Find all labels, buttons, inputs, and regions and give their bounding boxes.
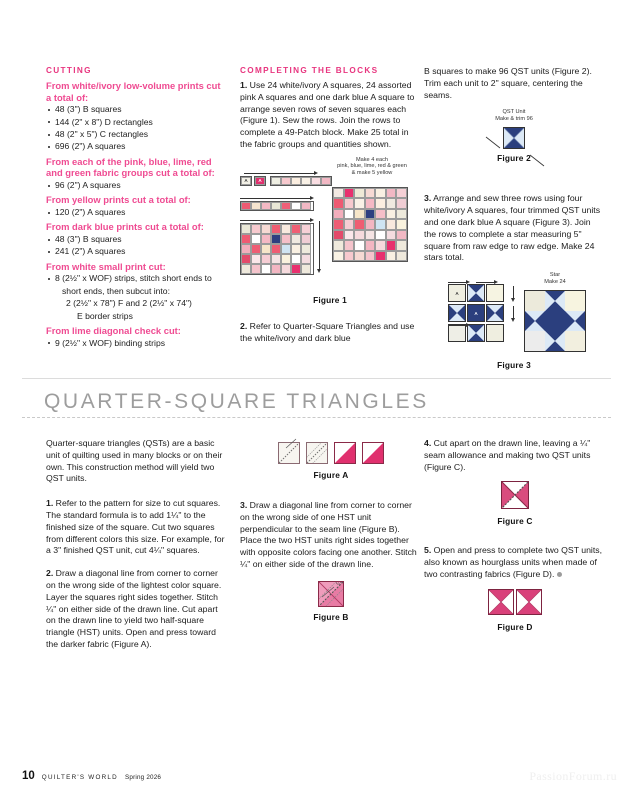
patch-cell bbox=[344, 219, 355, 230]
step-number: 2. bbox=[46, 568, 54, 579]
patch-cell bbox=[354, 188, 365, 199]
patch-cell bbox=[301, 264, 311, 274]
patch-cell bbox=[344, 209, 355, 220]
step-number: 5. bbox=[424, 545, 432, 556]
arrow-icon bbox=[240, 217, 314, 223]
patch-cell bbox=[354, 219, 365, 230]
patch-cell bbox=[241, 254, 251, 264]
qst-column-1 bbox=[46, 438, 228, 659]
patch-cell bbox=[344, 240, 355, 251]
figure-3-note-line-2: Make 24 bbox=[544, 278, 566, 285]
arrow-icon bbox=[448, 322, 470, 328]
list-item: 696 (2") A squares bbox=[46, 141, 228, 152]
figure-1-block-a-wrap bbox=[240, 217, 314, 275]
step-number: 4. bbox=[424, 438, 432, 448]
arrow-icon bbox=[240, 195, 314, 201]
figure-3-note-line-1: Star bbox=[549, 272, 561, 279]
figure-3-exploded-star bbox=[448, 284, 504, 342]
figure-b bbox=[240, 581, 422, 637]
step-number: 3. bbox=[240, 500, 248, 510]
patch-cell bbox=[281, 264, 291, 274]
figure-1-note-line-3: & make 5 yellow bbox=[351, 169, 393, 176]
star-cell bbox=[565, 291, 585, 311]
swatch-label: A bbox=[258, 178, 262, 184]
blocks-step-2 bbox=[240, 321, 420, 345]
footer bbox=[22, 770, 161, 782]
step-text: Refer to the pattern for size to cut squares. The standard formula is to add 1¼" to the finished size of the square. Cut two squares from different colors this size. For example, for a 3" finished QST unit, cut 4¼" squares. bbox=[46, 498, 225, 556]
patch-cell bbox=[396, 188, 407, 199]
list-item: short ends, then subcut into: bbox=[62, 285, 170, 296]
cutting-group-1 bbox=[46, 80, 228, 153]
patch-cell bbox=[333, 251, 344, 262]
patch-cell bbox=[301, 224, 311, 234]
step-text: Refer to Quarter-Square Triangles and use the white/ivory and dark blue bbox=[240, 320, 415, 343]
qst-section-title-block bbox=[22, 378, 611, 418]
step-number: 3. bbox=[424, 193, 432, 204]
patch-cell bbox=[271, 224, 281, 234]
patch-cell bbox=[241, 202, 251, 210]
patch-cell bbox=[301, 202, 311, 210]
patch-cell bbox=[251, 264, 261, 274]
hourglass-unit bbox=[516, 589, 542, 615]
patch-cell bbox=[365, 188, 376, 199]
star-cell bbox=[545, 291, 565, 311]
page-number: 10 bbox=[22, 770, 35, 782]
swatch-a-white bbox=[240, 176, 252, 186]
patch-cell bbox=[291, 234, 301, 244]
patch-cell bbox=[365, 219, 376, 230]
patch-cell bbox=[281, 202, 291, 210]
cutting-group-title: From lime diagonal check cut: bbox=[46, 325, 181, 337]
patch-cell bbox=[396, 240, 407, 251]
star-cell bbox=[565, 311, 585, 331]
step-text: Arrange and sew three rows using four white/ivory A squares, four trimmed QST units and one dark blue A square (Figure 3). Join the rows to complete a star measuring 5" square from raw edge to raw edge. Make 24 stars total. bbox=[424, 193, 601, 263]
figure-b-caption: Figure B bbox=[313, 611, 349, 622]
patch-cell bbox=[291, 177, 301, 185]
list-item: 48 (2" x 5") C rectangles bbox=[46, 129, 228, 140]
figure-c bbox=[424, 481, 606, 539]
figure-c-caption: Figure C bbox=[497, 516, 533, 527]
blocks-step-1 bbox=[240, 80, 420, 151]
qst-unit bbox=[486, 304, 504, 322]
step-text: Draw a diagonal line from corner to corner on the wrong side of the lightest color square. Layer the squares right sides together. Stitch ¼" on either side of the drawn line. Cut apart on the drawn line to yield two half-square triangle (HST) units. Open and press toward the darker fabric (Figure A). bbox=[46, 568, 222, 649]
arrow-icon bbox=[510, 286, 516, 302]
patch-cell bbox=[396, 198, 407, 209]
figure-a bbox=[240, 438, 422, 488]
qst-column-3 bbox=[424, 438, 606, 645]
step-text: Use 24 white/ivory A squares, 24 assorted pink A squares and one dark blue A square to arrange seven rows of seven squares each (Figure 1). Sew the rows. Join the rows to complete a 49-Patch block. Make 25 total in the fabric groups and quantities shown. bbox=[240, 80, 415, 149]
completing-blocks-column bbox=[240, 66, 420, 352]
patch-cell bbox=[386, 219, 397, 230]
patch-cell bbox=[365, 230, 376, 241]
patch-cell bbox=[311, 177, 321, 185]
cutting-group-title: From each of the pink, blue, lime, red and green fabric groups cut a total of: bbox=[46, 155, 215, 179]
patch-cell bbox=[271, 234, 281, 244]
figure-b-measure-label: ¼" bbox=[336, 580, 342, 586]
list-item: E border strips bbox=[77, 310, 133, 321]
patch-cell bbox=[333, 219, 344, 230]
list-item: 48 (3") B squares bbox=[46, 234, 228, 245]
star-cell bbox=[525, 331, 545, 351]
star-cell bbox=[545, 331, 565, 351]
figure-d-caption: Figure D bbox=[497, 621, 533, 632]
patch-cell bbox=[333, 209, 344, 220]
patch-cell bbox=[281, 244, 291, 254]
cutting-group-title: From dark blue prints cut a total of: bbox=[46, 221, 204, 233]
qst-step-3 bbox=[240, 500, 422, 571]
step-text: Cut apart on the drawn line, leaving a ¼" seam allowance and making two QST units (Figure C). bbox=[424, 438, 591, 472]
cutting-list bbox=[46, 338, 228, 349]
patch-cell bbox=[365, 251, 376, 262]
patch-cell bbox=[261, 224, 271, 234]
figure-1-note bbox=[324, 157, 420, 177]
patch-cell bbox=[386, 188, 397, 199]
step-number: 2. bbox=[240, 320, 248, 331]
patch-cell bbox=[333, 198, 344, 209]
patch-cell bbox=[251, 244, 261, 254]
patch-cell bbox=[344, 230, 355, 241]
cutting-group-5 bbox=[46, 261, 228, 322]
patch-cell bbox=[291, 202, 301, 210]
patch-cell bbox=[344, 198, 355, 209]
patch-cell bbox=[291, 264, 301, 274]
qst-step-1 bbox=[46, 498, 228, 557]
cutting-list bbox=[46, 180, 228, 191]
patch-cell bbox=[375, 240, 386, 251]
swatch-label: A bbox=[455, 290, 459, 296]
patch-cell bbox=[261, 234, 271, 244]
blocks-step-3 bbox=[424, 193, 604, 264]
patch-cell bbox=[271, 177, 281, 185]
qst-step-5 bbox=[424, 545, 606, 580]
swatch-label: A bbox=[244, 178, 248, 184]
patch-cell bbox=[386, 240, 397, 251]
cutting-group-title: From yellow prints cut a total of: bbox=[46, 194, 191, 206]
list-item: 9 (2½" x WOF) binding strips bbox=[46, 338, 228, 349]
cutting-column bbox=[46, 66, 228, 350]
figure-a-caption: Figure A bbox=[313, 470, 349, 480]
step-number: 1. bbox=[240, 80, 248, 90]
patch-cell bbox=[301, 234, 311, 244]
cutting-group-6 bbox=[46, 325, 228, 349]
cutting-heading: CUTTING bbox=[46, 66, 92, 75]
patch-cell bbox=[241, 244, 251, 254]
list-item: 144 (2" x 8") D rectangles bbox=[46, 117, 228, 128]
hst-unit bbox=[334, 442, 356, 464]
cutting-group-title: From white small print cut: bbox=[46, 260, 166, 272]
figure-1-caption: Figure 1 bbox=[313, 294, 347, 305]
layered-squares-stitched bbox=[306, 442, 328, 464]
patch-cell bbox=[396, 251, 407, 262]
figure-1-row-strip-2 bbox=[240, 195, 314, 211]
figure-1-note-line-1: Make 4 each bbox=[355, 156, 389, 163]
patch-cell bbox=[333, 230, 344, 241]
blocks-continued-column bbox=[424, 66, 604, 371]
patch-cell bbox=[301, 244, 311, 254]
figure-d bbox=[424, 589, 606, 645]
figure-1-strip-1 bbox=[270, 176, 332, 186]
arrow-icon bbox=[244, 170, 318, 176]
patch-cell bbox=[261, 254, 271, 264]
divider bbox=[22, 378, 611, 379]
patch-cell bbox=[386, 251, 397, 262]
square-a-cream bbox=[486, 324, 504, 342]
patch-cell bbox=[241, 264, 251, 274]
cutting-group-title: From white/ivory low-volume prints cut a total of: bbox=[46, 80, 221, 103]
dashed-divider bbox=[22, 417, 611, 418]
arrow-icon bbox=[316, 221, 322, 273]
patch-cell bbox=[241, 224, 251, 234]
square-a-cream bbox=[486, 284, 504, 302]
patch-cell bbox=[386, 230, 397, 241]
measure-mark-icon bbox=[284, 438, 302, 450]
patch-cell bbox=[261, 264, 271, 274]
patch-cell bbox=[251, 234, 261, 244]
patch-cell bbox=[365, 209, 376, 220]
patch-cell bbox=[261, 202, 271, 210]
patch-cell bbox=[301, 177, 311, 185]
list-item: 48 (3") B squares bbox=[46, 104, 228, 115]
patch-cell bbox=[291, 244, 301, 254]
swatch-a-pink bbox=[254, 176, 266, 186]
patch-cell bbox=[271, 254, 281, 264]
figure-3-caption: Figure 3 bbox=[497, 360, 531, 371]
star-cell bbox=[525, 311, 545, 331]
figure-1 bbox=[240, 156, 420, 309]
blocks-heading: COMPLETING THE BLOCKS bbox=[240, 66, 379, 75]
qst-column-2 bbox=[240, 438, 422, 637]
patch-cell bbox=[333, 240, 344, 251]
figure-3 bbox=[424, 272, 604, 371]
figure-1-note-line-2: pink, blue, lime, red & green bbox=[337, 163, 407, 170]
magazine-name: QUILTER'S WORLD bbox=[41, 774, 118, 781]
cutting-list bbox=[46, 104, 228, 153]
patch-cell bbox=[375, 219, 386, 230]
patch-cell bbox=[291, 254, 301, 264]
figure-2-note-line-1: QST Unit bbox=[502, 109, 526, 116]
patch-cell bbox=[251, 224, 261, 234]
step-text: Open and press to complete two QST units, also known as hourglass units when made of two contrasting fabrics (Figure D). bbox=[424, 545, 603, 579]
patch-cell bbox=[354, 230, 365, 241]
patch-cell bbox=[271, 244, 281, 254]
figure-2 bbox=[424, 109, 604, 187]
measure-mark-icon bbox=[320, 585, 342, 599]
qst-intro: Quarter-square triangles (QSTs) are a basic unit of quilting used in many blocks or on their own. This construction method will yield two QST units. bbox=[46, 438, 223, 484]
hourglass-unit bbox=[488, 589, 514, 615]
patch-cell bbox=[281, 234, 291, 244]
list-item: 241 (2") A squares bbox=[46, 246, 228, 257]
patch-cell bbox=[396, 209, 407, 220]
figure-2-note-line-2: Make & trim 96 bbox=[495, 115, 533, 122]
square-a-navy bbox=[467, 304, 485, 322]
list-item: 120 (2") A squares bbox=[46, 207, 228, 218]
star-cell bbox=[545, 311, 565, 331]
square-a-cream bbox=[448, 284, 466, 302]
patch-cell bbox=[365, 240, 376, 251]
list-item: 2 (2½" x 78") F and 2 (2½" x 74") bbox=[66, 298, 192, 309]
star-cell bbox=[525, 291, 545, 311]
figure-2-caption: Figure 2 bbox=[497, 152, 531, 163]
figure-1-block-b bbox=[332, 187, 408, 263]
patch-cell bbox=[386, 198, 397, 209]
patch-cell bbox=[344, 188, 355, 199]
figure-1-strip-2 bbox=[240, 201, 314, 211]
cutting-list bbox=[46, 273, 228, 322]
patch-cell bbox=[396, 219, 407, 230]
patch-cell bbox=[375, 230, 386, 241]
patch-cell bbox=[241, 234, 251, 244]
figure-3-finished-star bbox=[524, 290, 586, 352]
patch-cell bbox=[271, 264, 281, 274]
trim-marks-icon bbox=[484, 133, 546, 169]
qst-unit bbox=[448, 304, 466, 322]
list-item: 96 (2") A squares bbox=[46, 180, 228, 191]
qst-step-4 bbox=[424, 438, 606, 473]
patch-cell bbox=[365, 198, 376, 209]
patch-cell bbox=[301, 254, 311, 264]
list-item: 8 (2½" x WOF) strips, stitch short ends to bbox=[46, 273, 228, 284]
patch-cell bbox=[354, 240, 365, 251]
figure-3-note bbox=[520, 272, 590, 285]
cutting-group-2 bbox=[46, 156, 228, 192]
qst-unit bbox=[467, 284, 485, 302]
cutting-group-4 bbox=[46, 221, 228, 257]
patch-cell bbox=[375, 209, 386, 220]
patch-cell bbox=[375, 188, 386, 199]
blocks-step-2-continued: B squares to make 96 QST units (Figure 2). Trim each unit to 2" square, centering the seams. bbox=[424, 66, 592, 100]
patch-cell bbox=[375, 251, 386, 262]
cutting-list bbox=[46, 234, 228, 258]
patch-cell bbox=[333, 188, 344, 199]
patch-cell bbox=[281, 177, 291, 185]
patch-cell bbox=[344, 251, 355, 262]
hst-unit bbox=[362, 442, 384, 464]
patch-cell bbox=[396, 230, 407, 241]
patch-cell bbox=[321, 177, 331, 185]
step-text: Draw a diagonal line from corner to corner on the wrong side of one HST unit perpendicular to the seam line (Figure B). Place the two HST units right sides together with opposite colors facing one another. Stitch ¼" on either side of the drawn line. bbox=[240, 500, 417, 569]
qst-section-title: QUARTER-SQUARE TRIANGLES bbox=[44, 390, 429, 413]
step-number: 1. bbox=[46, 498, 54, 509]
cut-qst-units bbox=[501, 481, 529, 509]
qst-step-2 bbox=[46, 568, 228, 651]
cutting-group-3 bbox=[46, 194, 228, 218]
patch-cell bbox=[281, 254, 291, 264]
issue-date: Spring 2026 bbox=[124, 774, 162, 781]
patch-cell bbox=[354, 251, 365, 262]
figure-1-row-strip-1 bbox=[240, 170, 332, 186]
patch-cell bbox=[386, 209, 397, 220]
patch-cell bbox=[251, 254, 261, 264]
patch-cell bbox=[375, 198, 386, 209]
watermark: PassionForum.ru bbox=[529, 769, 617, 783]
swatch-label: A bbox=[474, 310, 478, 316]
arrow-icon bbox=[510, 306, 516, 322]
figure-2-note bbox=[424, 109, 604, 122]
figure-1-block-a bbox=[240, 223, 314, 275]
end-of-article-dot-icon bbox=[557, 572, 562, 577]
cutting-list bbox=[46, 207, 228, 218]
patch-cell bbox=[281, 224, 291, 234]
patch-cell bbox=[291, 224, 301, 234]
patch-cell bbox=[271, 202, 281, 210]
patch-cell bbox=[354, 209, 365, 220]
patch-cell bbox=[251, 202, 261, 210]
star-cell bbox=[565, 331, 585, 351]
patch-cell bbox=[261, 244, 271, 254]
patch-cell bbox=[354, 198, 365, 209]
